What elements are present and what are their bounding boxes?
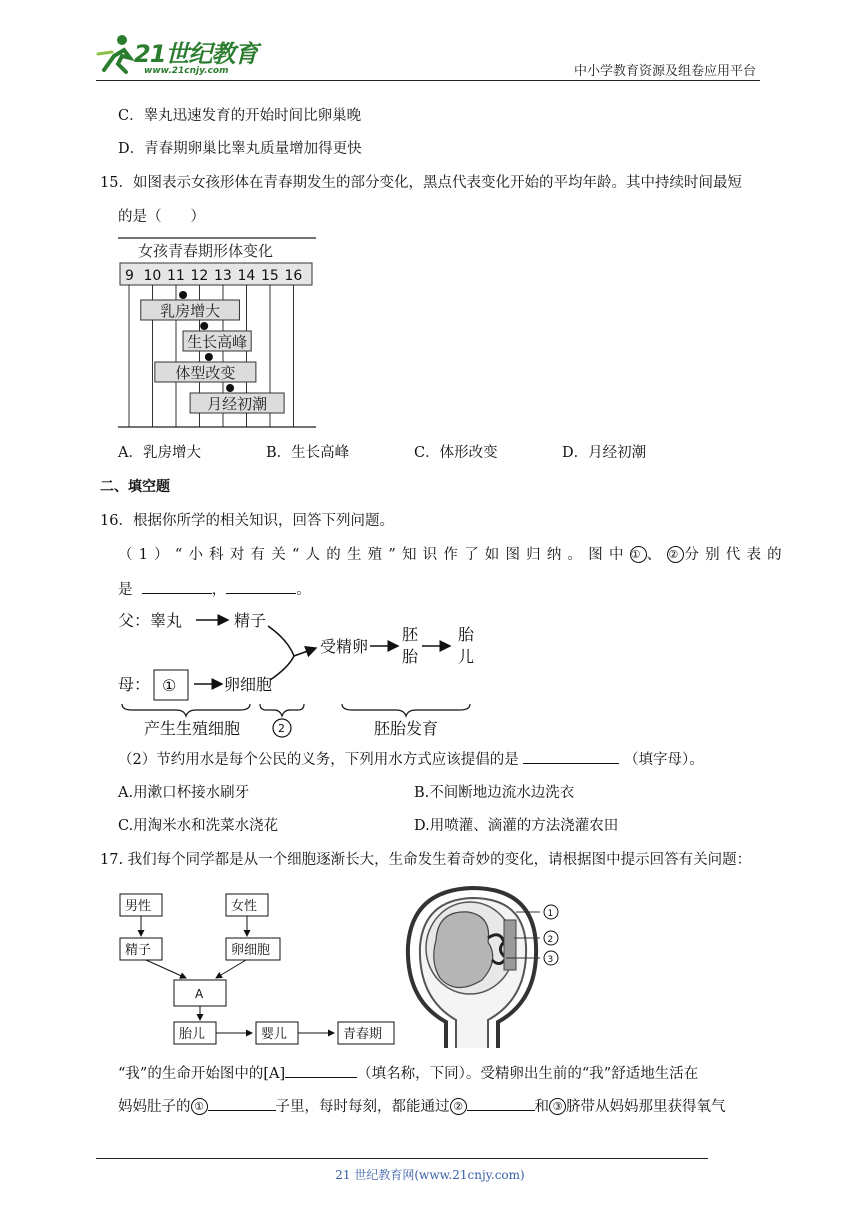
q17-stem: 17. 我们每个同学都是从一个细胞逐渐长大，生命发生着奇妙的变化，请根据图中提示回答有关问题： xyxy=(100,852,752,868)
q17-line1: “我”的生命开始图中的[A] （填名称，下同）。受精卵出生前的“我”舒适地生活在 xyxy=(118,1063,698,1084)
q16-part1-line2: 是 ， 。 xyxy=(118,579,311,600)
svg-text:1: 1 xyxy=(547,909,554,919)
start-dot-3 xyxy=(226,384,234,392)
female-label: 女性 xyxy=(231,899,258,914)
q15-option-a: A．乳房增大 xyxy=(118,445,201,461)
svg-text:2: 2 xyxy=(547,935,554,945)
q16-option-a: A.用漱口杯接水刷牙 xyxy=(118,785,250,801)
q16-stem: 16．根据你所学的相关知识，回答下列问题。 xyxy=(100,513,394,529)
zygote-label: 受精卵 xyxy=(320,637,369,656)
sperm-label: 精子 xyxy=(234,611,267,630)
q17-line2: 妈妈肚子的 ① 子里，每时每刻，都能通过 ② 和 ③ 脐带从妈妈那里获得氧气 xyxy=(118,1096,726,1117)
sperm-flow-label: 精子 xyxy=(125,943,152,958)
puberty-flow-label: 青春期 xyxy=(343,1027,383,1042)
circle-2-icon: ② xyxy=(668,548,685,561)
uterus-fetus-illustration xyxy=(396,880,566,1050)
egg-flow-label: 卵细胞 xyxy=(231,943,271,958)
header-platform-text: 中小学教育资源及组卷应用平台 xyxy=(573,64,756,79)
site-logo xyxy=(96,28,266,80)
footer-text: 21 世纪教育网(www.21cnjy.com) xyxy=(335,1168,525,1182)
bar-label-3: 月经初潮 xyxy=(207,395,268,413)
fetus-label-b: 儿 xyxy=(458,647,475,666)
life-flow-diagram xyxy=(116,886,406,1046)
q16-blank-3[interactable] xyxy=(523,749,619,764)
circle-2-icon: ② xyxy=(450,1098,467,1115)
age-tick-15: 15 xyxy=(261,268,279,284)
q16-part1-line1: （1）“小科对有关“人的生殖”知识作了如图归纳。图中①、②分别代表的 xyxy=(118,547,788,563)
q14-option-d: D．青春期卵巢比睾丸质量增加得更快 xyxy=(118,141,362,157)
circle-1-icon: ① xyxy=(630,548,647,561)
embryo-label-b: 胎 xyxy=(402,647,419,666)
age-tick-11: 11 xyxy=(167,268,185,284)
svg-text:3: 3 xyxy=(547,955,554,965)
q15-option-c: C．体形改变 xyxy=(414,445,498,461)
q16-part2: （2）节约用水是每个公民的义务，下列用水方式应该提倡的是 （填字母）。 xyxy=(118,749,704,770)
logo-text: 21世纪教育 xyxy=(134,40,258,68)
q16-option-d: D.用喷灌、滴灌的方法浇灌农田 xyxy=(414,818,619,834)
q15-option-b: B．生长高峰 xyxy=(266,445,350,461)
logo-url: www.21cnjy.com xyxy=(144,66,229,76)
fetus-flow-label: 胎儿 xyxy=(179,1027,206,1042)
box-1-label: ① xyxy=(162,676,177,695)
start-dot-2 xyxy=(205,353,213,361)
circle-3-icon: ③ xyxy=(549,1098,566,1115)
section-title: 二、填空题 xyxy=(100,479,170,495)
fetus-label-a: 胎 xyxy=(458,625,475,644)
age-tick-16: 16 xyxy=(284,268,303,284)
circle-1-icon: ① xyxy=(191,1098,208,1115)
produce-germ-cells-label: 产生生殖细胞 xyxy=(144,719,241,738)
father-testis-label: 父：睾丸 xyxy=(118,611,183,630)
reproduction-diagram xyxy=(116,604,486,740)
age-tick-10: 10 xyxy=(143,268,162,284)
age-tick-14: 14 xyxy=(237,268,256,284)
q16-option-b: B.不间断地边流水边洗衣 xyxy=(414,785,575,801)
start-dot-1 xyxy=(200,322,208,330)
footer-divider xyxy=(96,1158,708,1159)
q15-stem-line1: 15．如图表示女孩形体在青春期发生的部分变化，黑点代表变化开始的平均年龄。其中持续时间最短 xyxy=(100,175,742,191)
embryo-development-label: 胚胎发育 xyxy=(374,719,439,738)
q17-blank-1[interactable] xyxy=(285,1063,357,1078)
start-dot-0 xyxy=(179,291,187,299)
egg-cell-label: 卵细胞 xyxy=(224,675,273,694)
bar-label-2: 体型改变 xyxy=(175,364,236,382)
q15-option-d: D．月经初潮 xyxy=(562,445,647,461)
q16-option-c: C.用淘米水和洗菜水浇花 xyxy=(118,818,279,834)
chart-title: 女孩青春期形体变化 xyxy=(138,242,274,260)
header-divider xyxy=(96,80,760,81)
puberty-change-chart xyxy=(116,236,320,430)
q14-option-c: C．睾丸迅速发育的开始时间比卵巢晚 xyxy=(118,108,362,124)
age-tick-12: 12 xyxy=(190,268,209,284)
q16-blank-1[interactable] xyxy=(142,579,212,594)
mother-label: 母： xyxy=(118,675,151,694)
svg-text:2: 2 xyxy=(278,722,285,735)
bar-label-0: 乳房增大 xyxy=(160,302,221,320)
q17-blank-2[interactable] xyxy=(208,1096,276,1111)
age-tick-13: 13 xyxy=(214,268,232,284)
bar-label-1: 生长高峰 xyxy=(187,333,248,351)
q16-blank-2[interactable] xyxy=(226,579,296,594)
q17-blank-3[interactable] xyxy=(467,1096,535,1111)
embryo-label-a: 胚 xyxy=(402,625,419,644)
age-tick-9: 9 xyxy=(125,268,134,284)
baby-flow-label: 婴儿 xyxy=(261,1027,288,1042)
male-label: 男性 xyxy=(125,899,152,914)
a-label: A xyxy=(195,987,204,1001)
runner-logo-icon xyxy=(96,34,136,74)
q15-stem-line2: 的是（ ） xyxy=(118,209,205,225)
